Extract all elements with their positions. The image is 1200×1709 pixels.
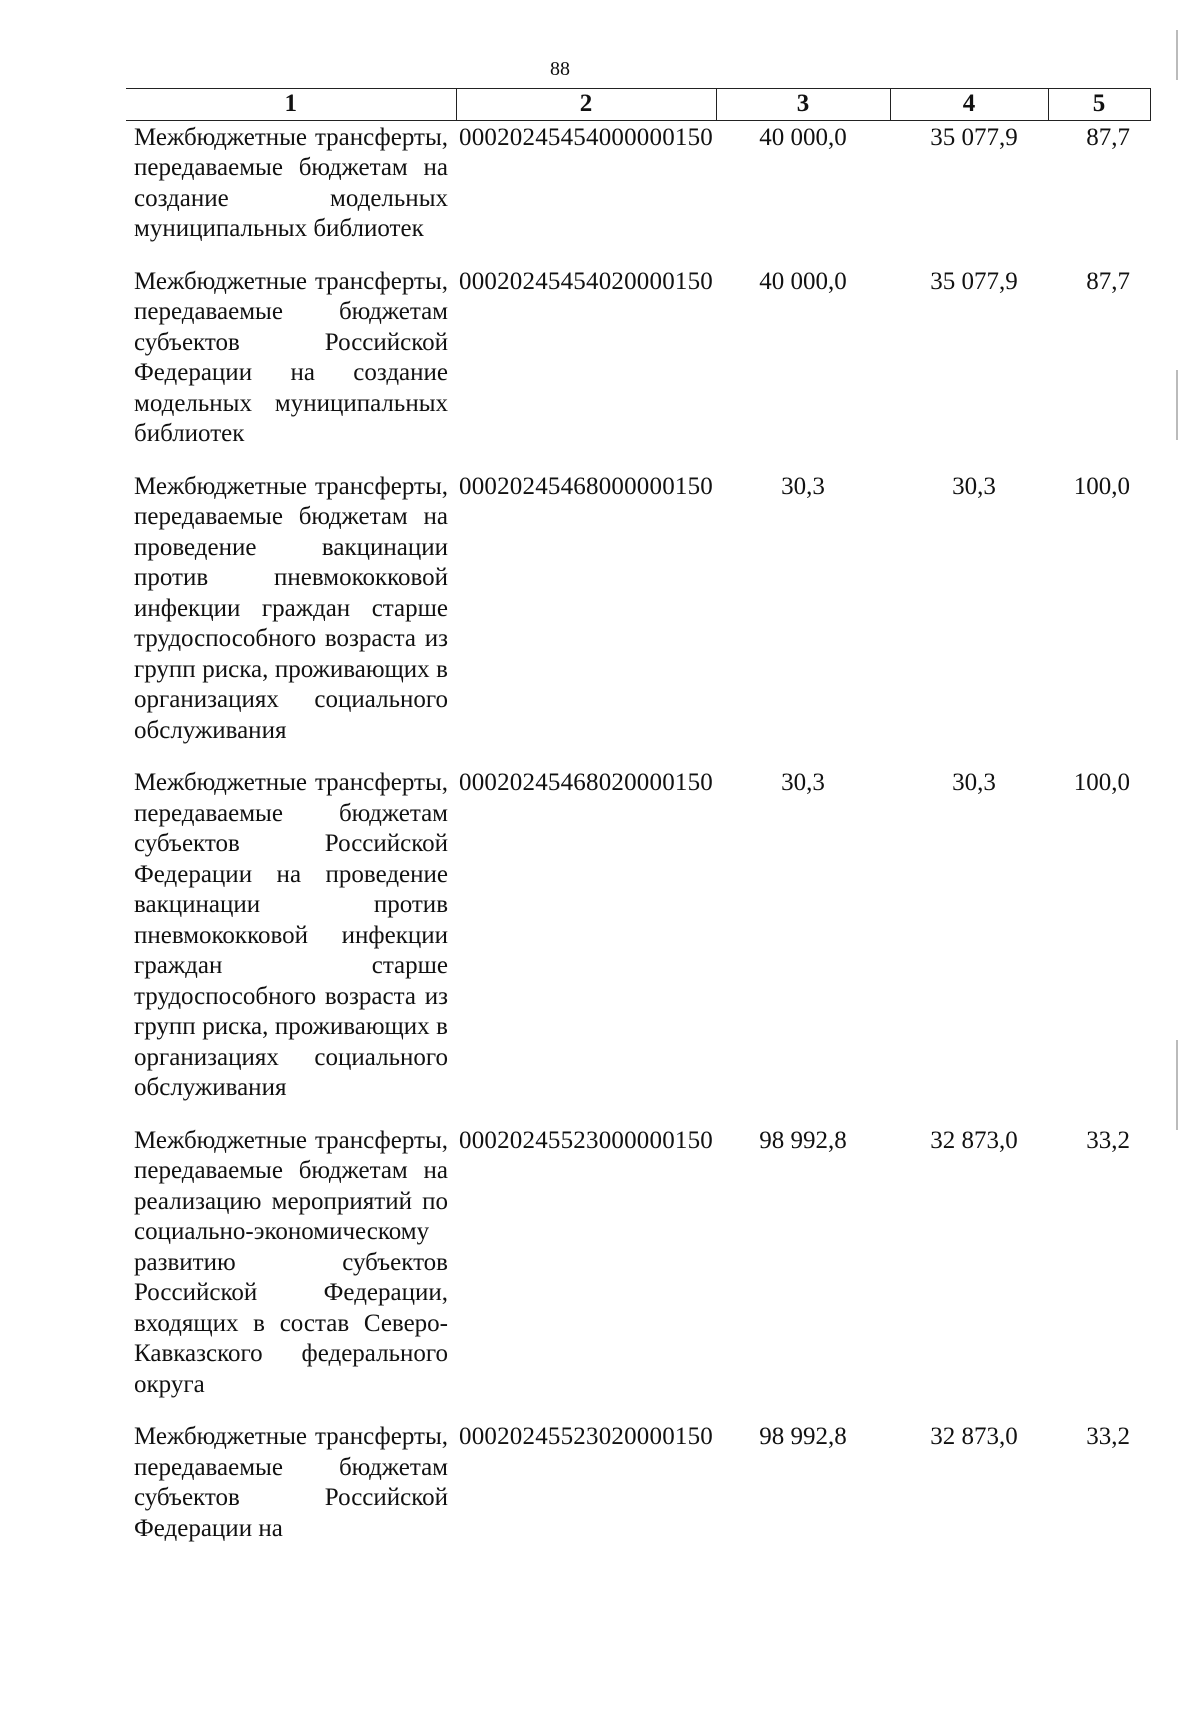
row-col4: 35 077,9 — [930, 123, 1018, 151]
row-col3: 30,3 — [781, 472, 825, 500]
header-col-1: 1 — [126, 89, 456, 121]
row-col3: 30,3 — [781, 769, 825, 796]
scan-margin-mark — [1176, 370, 1178, 440]
row-name — [126, 267, 456, 472]
row-code: 00020245454020000150 — [459, 267, 713, 295]
header-col-3: 3 — [716, 89, 890, 121]
row-col5: 33,2 — [1086, 1126, 1130, 1154]
row-col3: 98 992,8 — [759, 1423, 847, 1450]
header-col-4: 4 — [890, 89, 1048, 121]
budget-table — [126, 88, 1151, 1544]
row-col5: 100,0 — [1073, 472, 1130, 500]
page-number: 88 — [550, 58, 570, 80]
row-col4: 32 873,0 — [930, 1126, 1018, 1154]
row-name — [126, 472, 456, 769]
row-col5: 87,7 — [1086, 267, 1130, 295]
row-col5: 33,2 — [1086, 1423, 1130, 1450]
row-col4: 30,3 — [952, 472, 996, 500]
scan-margin-mark — [1176, 1040, 1178, 1130]
row-code: 00020245523000000150 — [459, 1126, 713, 1154]
row-name-text: Межбюджетные трансферты, передаваемые бюджетам на создание модельных муниципальных библиотек — [134, 123, 448, 242]
row-name-text: Межбюджетные трансферты, передаваемые бюджетам на проведение вакцинации против пневмококковой инфекции граждан старше трудоспособного возраста из групп риска, проживающих в организациях социального обслуживания — [134, 472, 448, 744]
table-body — [126, 120, 1150, 1544]
row-code: 00020245523020000150 — [459, 1423, 713, 1450]
row-col5: 87,7 — [1086, 123, 1130, 151]
row-code: 00020245468020000150 — [459, 769, 713, 796]
budget-table-container — [126, 88, 1150, 1544]
scan-margin-mark — [1176, 30, 1178, 80]
header-col-2: 2 — [456, 89, 716, 121]
header-row — [126, 89, 1150, 121]
table-row — [126, 472, 1150, 769]
row-name-text: Межбюджетные трансферты, передаваемые бюджетам на реализацию мероприятий по социально-экономическому развитию субъектов Российской Федерации, входящих в состав Северо-Кавказского федерального округа — [134, 1126, 448, 1398]
table-header — [126, 89, 1150, 121]
row-col3: 98 992,8 — [759, 1126, 847, 1154]
row-col3: 40 000,0 — [759, 267, 847, 295]
row-col4: 30,3 — [952, 769, 996, 796]
row-code: 00020245468000000150 — [459, 472, 713, 500]
row-name — [126, 768, 456, 1126]
row-col4: 32 873,0 — [930, 1423, 1018, 1450]
row-name — [126, 1422, 456, 1544]
row-name — [126, 1126, 456, 1423]
row-col3: 40 000,0 — [759, 123, 847, 151]
table-row — [126, 267, 1150, 472]
table-row — [126, 120, 1150, 267]
row-name-text: Межбюджетные трансферты, передаваемые бюджетам субъектов Российской Федерации на — [134, 1423, 448, 1542]
table-row — [126, 1126, 1150, 1423]
row-code: 00020245454000000150 — [459, 123, 713, 151]
table-row — [126, 768, 1150, 1126]
row-col5: 100,0 — [1073, 769, 1130, 796]
row-name — [126, 120, 456, 267]
header-col-5: 5 — [1048, 89, 1150, 121]
row-col4: 35 077,9 — [930, 267, 1018, 295]
row-name-text: Межбюджетные трансферты, передаваемые бюджетам субъектов Российской Федерации на проведение вакцинации против пневмококковой инфекции граждан старше трудоспособного возраста из групп риска, проживающих в организациях социального обслуживания — [134, 769, 448, 1101]
row-name-text: Межбюджетные трансферты, передаваемые бюджетам субъектов Российской Федерации на создание модельных муниципальных библиотек — [134, 267, 448, 447]
table-row — [126, 1422, 1150, 1544]
